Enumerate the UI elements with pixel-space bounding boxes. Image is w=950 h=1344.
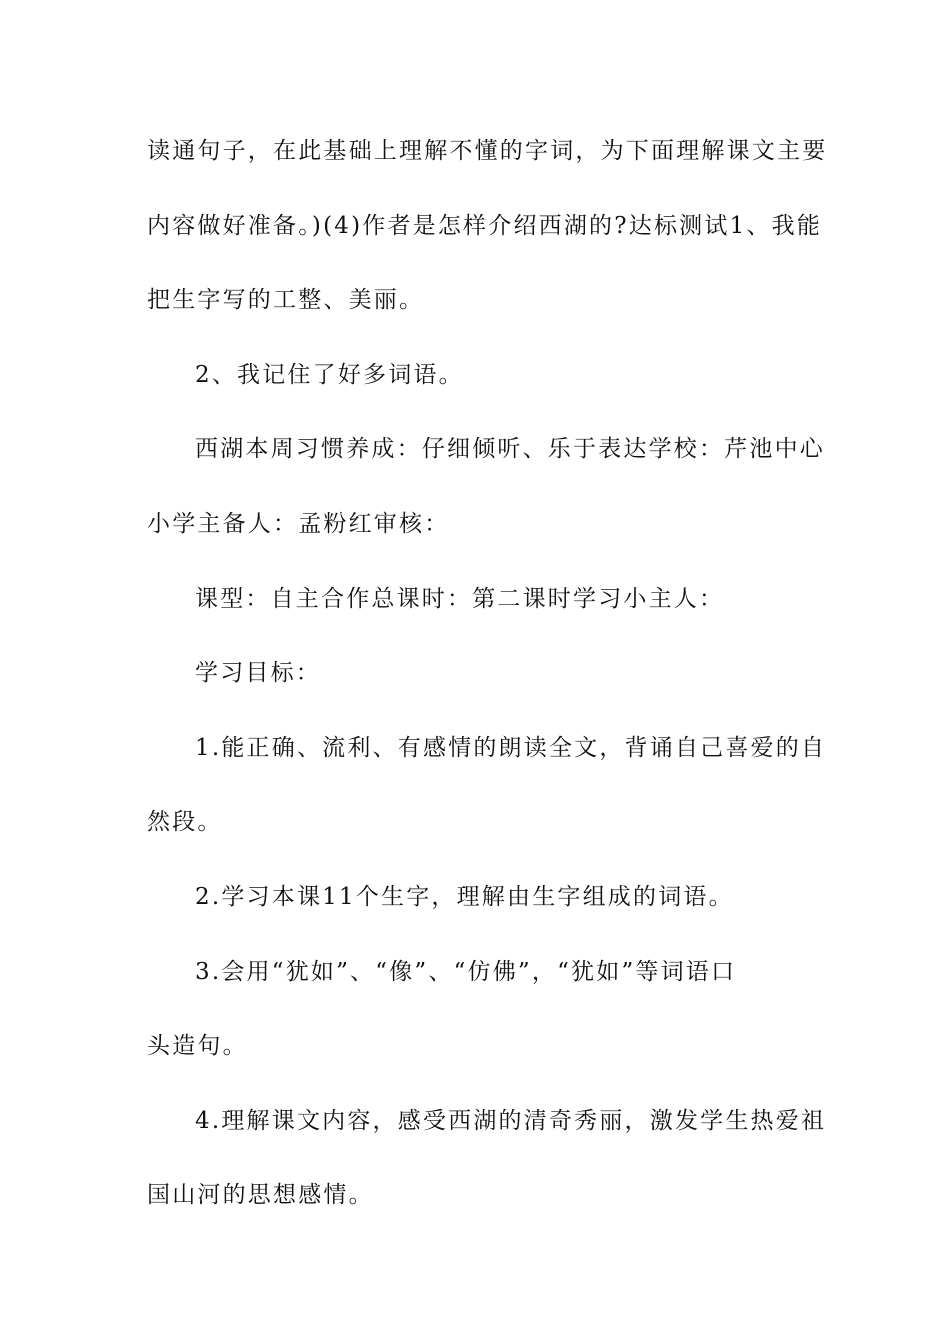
list-item-continuation: 然段。 bbox=[147, 809, 223, 835]
text-line: 课型：自主合作总课时：第二课时学习小主人： bbox=[195, 586, 725, 612]
text-line: 小学主备人：孟粉红审核： bbox=[147, 511, 450, 537]
list-item: 1.能正确、流利、有感情的朗读全文，背诵自己喜爱的自 bbox=[195, 735, 827, 761]
list-item: 2.学习本课11个生字，理解由生字组成的词语。 bbox=[195, 884, 734, 910]
list-item: 3.会用“犹如”、“像”、“仿佛”，“犹如”等词语口 bbox=[195, 959, 737, 985]
text-line: 2、我记住了好多词语。 bbox=[195, 362, 464, 388]
text-line: 读通句子，在此基础上理解不懂的字词，为下面理解课文主要 bbox=[147, 138, 828, 164]
list-item-continuation: 头造句。 bbox=[147, 1033, 248, 1059]
text-line: 把生字写的工整、美丽。 bbox=[147, 287, 425, 313]
text-line: 西湖本周习惯养成：仔细倾听、乐于表达学校：芹池中心 bbox=[195, 436, 825, 462]
section-heading: 学习目标： bbox=[195, 660, 321, 686]
text-line: 内容做好准备。)(4)作者是怎样介绍西湖的?达标测试1、我能 bbox=[147, 213, 823, 239]
list-item-continuation: 国山河的思想感情。 bbox=[147, 1182, 374, 1208]
list-item: 4.理解课文内容，感受西湖的清奇秀丽，激发学生热爱祖 bbox=[195, 1108, 827, 1134]
